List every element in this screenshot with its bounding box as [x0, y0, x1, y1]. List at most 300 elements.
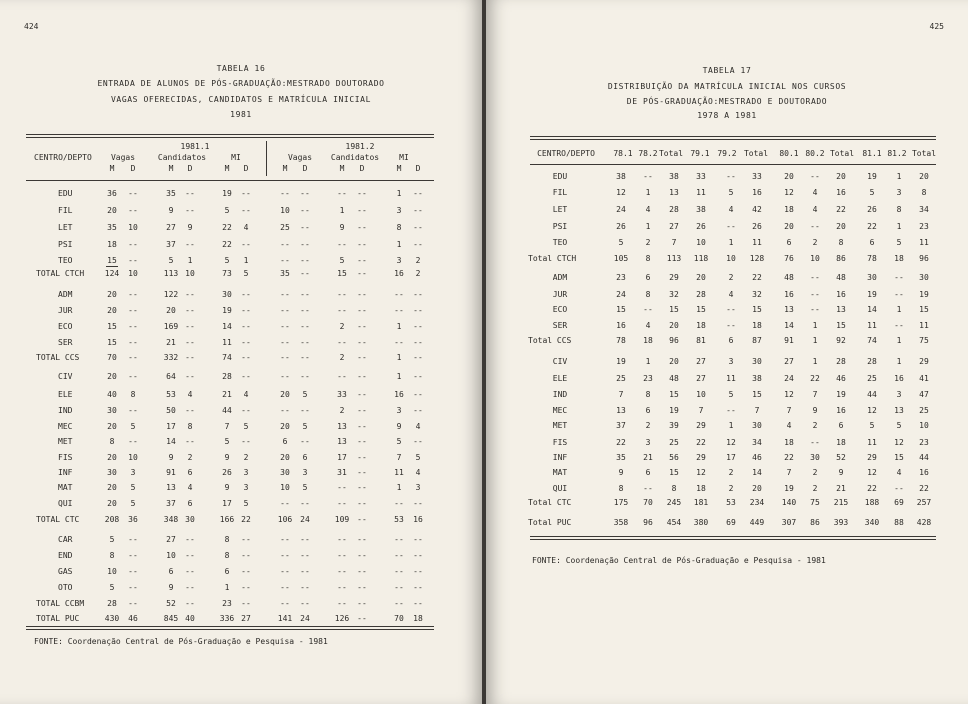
table-cell: --: [128, 322, 138, 331]
table-cell: 18: [894, 254, 904, 263]
table-cell: 3: [396, 406, 402, 415]
row-label: Total CCS: [528, 336, 572, 345]
table-cell: 35: [107, 223, 117, 232]
table-cell: 348: [163, 515, 179, 524]
row-label: MEC: [58, 422, 73, 431]
column-header: Total: [658, 149, 684, 158]
table-cell: 17: [337, 453, 347, 462]
table-cell: 12: [784, 390, 794, 399]
table-cell: 4: [645, 321, 651, 330]
table-cell: 24: [300, 614, 310, 623]
table-cell: 10: [128, 223, 138, 232]
table-cell: 8: [130, 390, 136, 399]
table-cell: 9: [618, 468, 624, 477]
table-cell: 5: [415, 453, 421, 462]
table-cell: 7: [754, 406, 760, 415]
table-cell: --: [413, 499, 423, 508]
table-cell: 3: [728, 357, 734, 366]
table-cell: 37: [616, 421, 626, 430]
table-cell: --: [894, 290, 904, 299]
table-cell: 1: [812, 336, 818, 345]
table-cell: --: [357, 535, 367, 544]
table-cell: 22: [616, 438, 626, 447]
column-header: Total: [829, 149, 855, 158]
table-cell: 15: [337, 269, 347, 278]
table-cell: 75: [810, 498, 820, 507]
table-cell: 76: [784, 254, 794, 263]
table-cell: 9: [396, 422, 402, 431]
table-cell: --: [337, 599, 347, 608]
table-cell: 6: [224, 567, 230, 576]
table-cell: 19: [836, 390, 846, 399]
table-cell: --: [300, 189, 310, 198]
group-header: 1981.2: [345, 142, 375, 151]
table-cell: 11: [867, 321, 877, 330]
table-cell: 1: [396, 483, 402, 492]
table-cell: 26: [616, 222, 626, 231]
table-rule: [530, 139, 936, 140]
table-cell: --: [241, 322, 251, 331]
table-cell: 27: [669, 222, 679, 231]
table-cell: --: [241, 437, 251, 446]
table-cell: 12: [867, 406, 877, 415]
table-cell: 86: [836, 254, 846, 263]
table-cell: 20: [107, 306, 117, 315]
table-cell: --: [300, 437, 310, 446]
table-cell: --: [357, 614, 367, 623]
table-cell: 96: [919, 254, 929, 263]
table-cell: 20: [280, 390, 290, 399]
table-cell: --: [185, 372, 195, 381]
table-cell: 7: [224, 422, 230, 431]
table-cell: --: [643, 305, 653, 314]
table-cell: 9: [168, 453, 174, 462]
table-cell: 15: [894, 453, 904, 462]
table-cell: 15: [836, 321, 846, 330]
table-cell: 11: [919, 238, 929, 247]
table-cell: 1: [243, 256, 249, 265]
table-cell: --: [280, 322, 290, 331]
table-cell: 22: [752, 273, 762, 282]
table-cell: 35: [616, 453, 626, 462]
table-cell: 12: [894, 438, 904, 447]
md-label: M: [109, 164, 115, 173]
table-cell: 1: [396, 372, 402, 381]
table-cell: 17: [222, 499, 232, 508]
table-cell: 6: [645, 273, 651, 282]
table-cell: 5: [109, 535, 115, 544]
table-cell: --: [394, 338, 404, 347]
table-rule: [530, 536, 936, 537]
table-cell: 10: [107, 567, 117, 576]
table-cell: 307: [781, 518, 797, 527]
table-cell: 1: [645, 222, 651, 231]
table-cell: --: [280, 290, 290, 299]
table-cell: 24: [616, 205, 626, 214]
table-cell: 8: [109, 551, 115, 560]
table-cell: 87: [752, 336, 762, 345]
table-cell: 20: [107, 206, 117, 215]
row-label: TEO: [58, 256, 73, 265]
table-cell: 52: [166, 599, 176, 608]
table-cell: --: [726, 406, 736, 415]
table-cell: 33: [696, 172, 706, 181]
row-label: INF: [552, 453, 568, 462]
row-label: Total CTCH: [528, 254, 577, 263]
table-cell: --: [413, 535, 423, 544]
table-cell: 16: [836, 406, 846, 415]
table-cell: 1: [396, 240, 402, 249]
table-cell: 2: [415, 256, 421, 265]
row-label: ADM: [552, 273, 568, 282]
table-cell: --: [280, 551, 290, 560]
table-cell: 9: [224, 483, 230, 492]
column-header: Total: [911, 149, 937, 158]
table-cell: --: [300, 499, 310, 508]
table-cell: 5: [869, 188, 875, 197]
table-cell: 15: [919, 305, 929, 314]
row-label: ELE: [552, 374, 568, 383]
table-cell: --: [810, 290, 820, 299]
table-cell: 20: [280, 453, 290, 462]
column-header: 78.2: [638, 149, 658, 158]
table-cell: 91: [166, 468, 176, 477]
table-cell: 19: [616, 357, 626, 366]
column-header: 80.1: [779, 149, 799, 158]
table-cell: 4: [812, 205, 818, 214]
table-cell: --: [357, 468, 367, 477]
table-cell: 33: [752, 172, 762, 181]
table-cell: --: [413, 583, 423, 592]
row-label: GAS: [58, 567, 73, 576]
table-cell: --: [280, 567, 290, 576]
table-cell: --: [280, 240, 290, 249]
table-cell: 13: [337, 422, 347, 431]
table-cell: 22: [867, 484, 877, 493]
table-cell: 18: [643, 336, 653, 345]
table-cell: 29: [919, 357, 929, 366]
row-label: TOTAL CCS: [36, 353, 80, 362]
column-header: 81.1: [862, 149, 882, 158]
row-label: OTO: [58, 583, 73, 592]
table-cell: 10: [919, 421, 929, 430]
table-cell: 26: [752, 222, 762, 231]
table-cell: 15: [107, 256, 117, 265]
table-cell: 20: [836, 172, 846, 181]
table-cell: --: [280, 306, 290, 315]
table-cell: --: [357, 390, 367, 399]
table-cell: --: [413, 390, 423, 399]
table-cell: 3: [302, 468, 308, 477]
table-cell: 181: [693, 498, 709, 507]
table-cell: --: [394, 535, 404, 544]
table-cell: 10: [185, 269, 195, 278]
table-cell: --: [394, 499, 404, 508]
table-cell: 5: [618, 238, 624, 247]
table-cell: --: [357, 353, 367, 362]
table-cell: 8: [187, 422, 193, 431]
table-cell: 20: [107, 483, 117, 492]
table-cell: --: [128, 406, 138, 415]
row-label: JUR: [58, 306, 73, 315]
table-cell: 5: [224, 206, 230, 215]
table-cell: 14: [166, 437, 176, 446]
table-cell: 10: [696, 238, 706, 247]
table-cell: 3: [415, 483, 421, 492]
md-label: M: [339, 164, 345, 173]
table-cell: 9: [168, 583, 174, 592]
table-cell: --: [300, 567, 310, 576]
column-header: 80.2: [805, 149, 825, 158]
table-cell: --: [280, 535, 290, 544]
table-cell: 21: [643, 453, 653, 462]
table-cell: --: [413, 372, 423, 381]
table-cell: 11: [222, 338, 232, 347]
table-cell: 20: [107, 422, 117, 431]
table-cell: 20: [836, 222, 846, 231]
table-cell: 27: [241, 614, 251, 623]
table-cell: 5: [130, 499, 136, 508]
table-cell: 113: [666, 254, 682, 263]
table-cell: 9: [224, 453, 230, 462]
table-cell: --: [241, 240, 251, 249]
table-cell: 96: [669, 336, 679, 345]
column-header: Vagas: [287, 153, 313, 162]
column-header: 79.2: [717, 149, 737, 158]
table-cell: 2: [728, 468, 734, 477]
table-cell: 16: [413, 515, 423, 524]
row-label: LET: [552, 205, 568, 214]
table-cell: 25: [919, 406, 929, 415]
table-cell: 3: [130, 468, 136, 477]
table-cell: 13: [784, 305, 794, 314]
table-cell: 2: [187, 453, 193, 462]
table-cell: 37: [166, 499, 176, 508]
table-cell: --: [241, 290, 251, 299]
table-cell: 16: [394, 390, 404, 399]
column-header: MI: [399, 153, 409, 162]
table-cell: --: [394, 306, 404, 315]
table-cell: 32: [669, 290, 679, 299]
table-cell: --: [241, 567, 251, 576]
table-cell: 20: [752, 484, 762, 493]
row-label: LET: [58, 223, 73, 232]
md-label: D: [243, 164, 249, 173]
table-cell: --: [185, 406, 195, 415]
table-cell: 69: [726, 518, 736, 527]
table-cell: --: [357, 256, 367, 265]
table-cell: --: [241, 535, 251, 544]
row-label: FIL: [552, 188, 568, 197]
row-label: MAT: [552, 468, 568, 477]
table-cell: --: [810, 222, 820, 231]
table-cell: 22: [696, 438, 706, 447]
table-cell: 5: [339, 256, 345, 265]
table-cell: 188: [864, 498, 880, 507]
table-cell: --: [894, 273, 904, 282]
md-label: M: [224, 164, 230, 173]
table-cell: 8: [109, 437, 115, 446]
table-cell: --: [357, 567, 367, 576]
table-cell: 16: [836, 188, 846, 197]
table-cell: 430: [104, 614, 120, 623]
table-cell: 4: [786, 421, 792, 430]
table-cell: --: [337, 189, 347, 198]
table-cell: 22: [784, 453, 794, 462]
table-cell: 3: [896, 390, 902, 399]
table-cell: 15: [669, 390, 679, 399]
table-cell: 5: [168, 256, 174, 265]
table-cell: 14: [752, 468, 762, 477]
table-cell: 336: [219, 614, 235, 623]
table-cell: --: [185, 353, 195, 362]
table-cell: --: [185, 189, 195, 198]
table-cell: 17: [726, 453, 736, 462]
row-label: JUR: [552, 290, 568, 299]
row-label: MEC: [552, 406, 568, 415]
table-cell: --: [413, 290, 423, 299]
table-cell: 1: [728, 421, 734, 430]
table-cell: 18: [752, 321, 762, 330]
table-cell: 28: [696, 290, 706, 299]
table-cell: 48: [784, 273, 794, 282]
row-label: CAR: [58, 535, 73, 544]
table-cell: 234: [749, 498, 765, 507]
table-cell: 22: [222, 240, 232, 249]
table-rule: [26, 626, 434, 627]
table-cell: 15: [616, 305, 626, 314]
table-cell: 70: [107, 353, 117, 362]
row-label: TOTAL CCBM: [36, 599, 85, 608]
table-cell: --: [357, 437, 367, 446]
page-number: 425: [929, 22, 944, 31]
table-cell: 11: [867, 438, 877, 447]
table-cell: 16: [836, 290, 846, 299]
table-cell: 36: [107, 189, 117, 198]
table-cell: 13: [836, 305, 846, 314]
table-cell: 46: [752, 453, 762, 462]
table-cell: 18: [107, 240, 117, 249]
table-cell: --: [726, 222, 736, 231]
table-cell: 27: [166, 223, 176, 232]
table-cell: --: [394, 567, 404, 576]
table-cell: --: [280, 372, 290, 381]
table-cell: --: [241, 353, 251, 362]
table-cell: 141: [277, 614, 293, 623]
table-cell: 53: [166, 390, 176, 399]
table-cell: --: [280, 599, 290, 608]
table-cell: 1: [396, 189, 402, 198]
table-cell: --: [280, 338, 290, 347]
column-header: MI: [231, 153, 241, 162]
column-header: 78.1: [613, 149, 633, 158]
table-cell: 2: [728, 484, 734, 493]
table-rule: [26, 180, 434, 181]
table-cell: 26: [222, 468, 232, 477]
table-cell: 28: [836, 357, 846, 366]
table-cell: 33: [337, 390, 347, 399]
table-cell: 70: [643, 498, 653, 507]
table-cell: --: [357, 551, 367, 560]
table-cell: --: [643, 172, 653, 181]
row-label: ECO: [58, 322, 73, 331]
table-rule: [530, 136, 936, 137]
table-cell: --: [300, 599, 310, 608]
table-cell: --: [241, 372, 251, 381]
table-cell: 2: [415, 269, 421, 278]
table-cell: 28: [867, 357, 877, 366]
table-cell: --: [300, 406, 310, 415]
md-label: D: [359, 164, 365, 173]
table-subtitle: DE PÓS-GRADUAÇÃO:MESTRADO E DOUTORADO: [626, 97, 828, 106]
table-cell: 20: [107, 453, 117, 462]
table-cell: 11: [696, 188, 706, 197]
table-cell: 11: [919, 321, 929, 330]
table-cell: --: [128, 290, 138, 299]
row-label: PSI: [58, 240, 73, 249]
table-cell: 29: [867, 453, 877, 462]
table-cell: --: [300, 223, 310, 232]
table-cell: 19: [784, 484, 794, 493]
table-cell: --: [300, 290, 310, 299]
table-cell: 15: [669, 305, 679, 314]
table-cell: --: [413, 567, 423, 576]
table-cell: 5: [243, 499, 249, 508]
table-cell: --: [241, 551, 251, 560]
table-cell: 428: [916, 518, 932, 527]
table-cell: --: [128, 599, 138, 608]
table-cell: 3: [243, 483, 249, 492]
table-cell: 18: [836, 438, 846, 447]
table-cell: --: [413, 206, 423, 215]
table-cell: --: [337, 306, 347, 315]
table-cell: 1: [896, 222, 902, 231]
table-cell: 106: [277, 515, 293, 524]
table-cell: 7: [786, 468, 792, 477]
table-cell: --: [280, 583, 290, 592]
table-cell: 30: [867, 273, 877, 282]
table-cell: 5: [728, 390, 734, 399]
table-cell: 8: [224, 551, 230, 560]
table-cell: 38: [616, 172, 626, 181]
md-label: M: [168, 164, 174, 173]
source-note: FONTE: Coordenação Central de Pós-Graduação e Pesquisa - 1981: [34, 637, 328, 646]
table-cell: 1: [896, 357, 902, 366]
table-cell: --: [300, 551, 310, 560]
table-cell: 2: [728, 273, 734, 282]
table-cell: 9: [168, 206, 174, 215]
table-cell: 845: [163, 614, 179, 623]
table-cell: 38: [696, 205, 706, 214]
table-cell: 8: [645, 390, 651, 399]
table-cell: --: [185, 306, 195, 315]
table-cell: --: [337, 535, 347, 544]
table-cell: 5: [302, 390, 308, 399]
table-cell: 27: [696, 374, 706, 383]
table-cell: --: [128, 240, 138, 249]
table-cell: 39: [669, 421, 679, 430]
table-cell: 21: [222, 390, 232, 399]
table-cell: --: [357, 223, 367, 232]
table-cell: 22: [241, 515, 251, 524]
row-label: FIS: [58, 453, 73, 462]
table-cell: 20: [784, 172, 794, 181]
table-cell: 21: [836, 484, 846, 493]
table-cell: --: [337, 567, 347, 576]
table-cell: --: [394, 551, 404, 560]
left-page: [0, 0, 482, 704]
table-cell: 74: [867, 336, 877, 345]
